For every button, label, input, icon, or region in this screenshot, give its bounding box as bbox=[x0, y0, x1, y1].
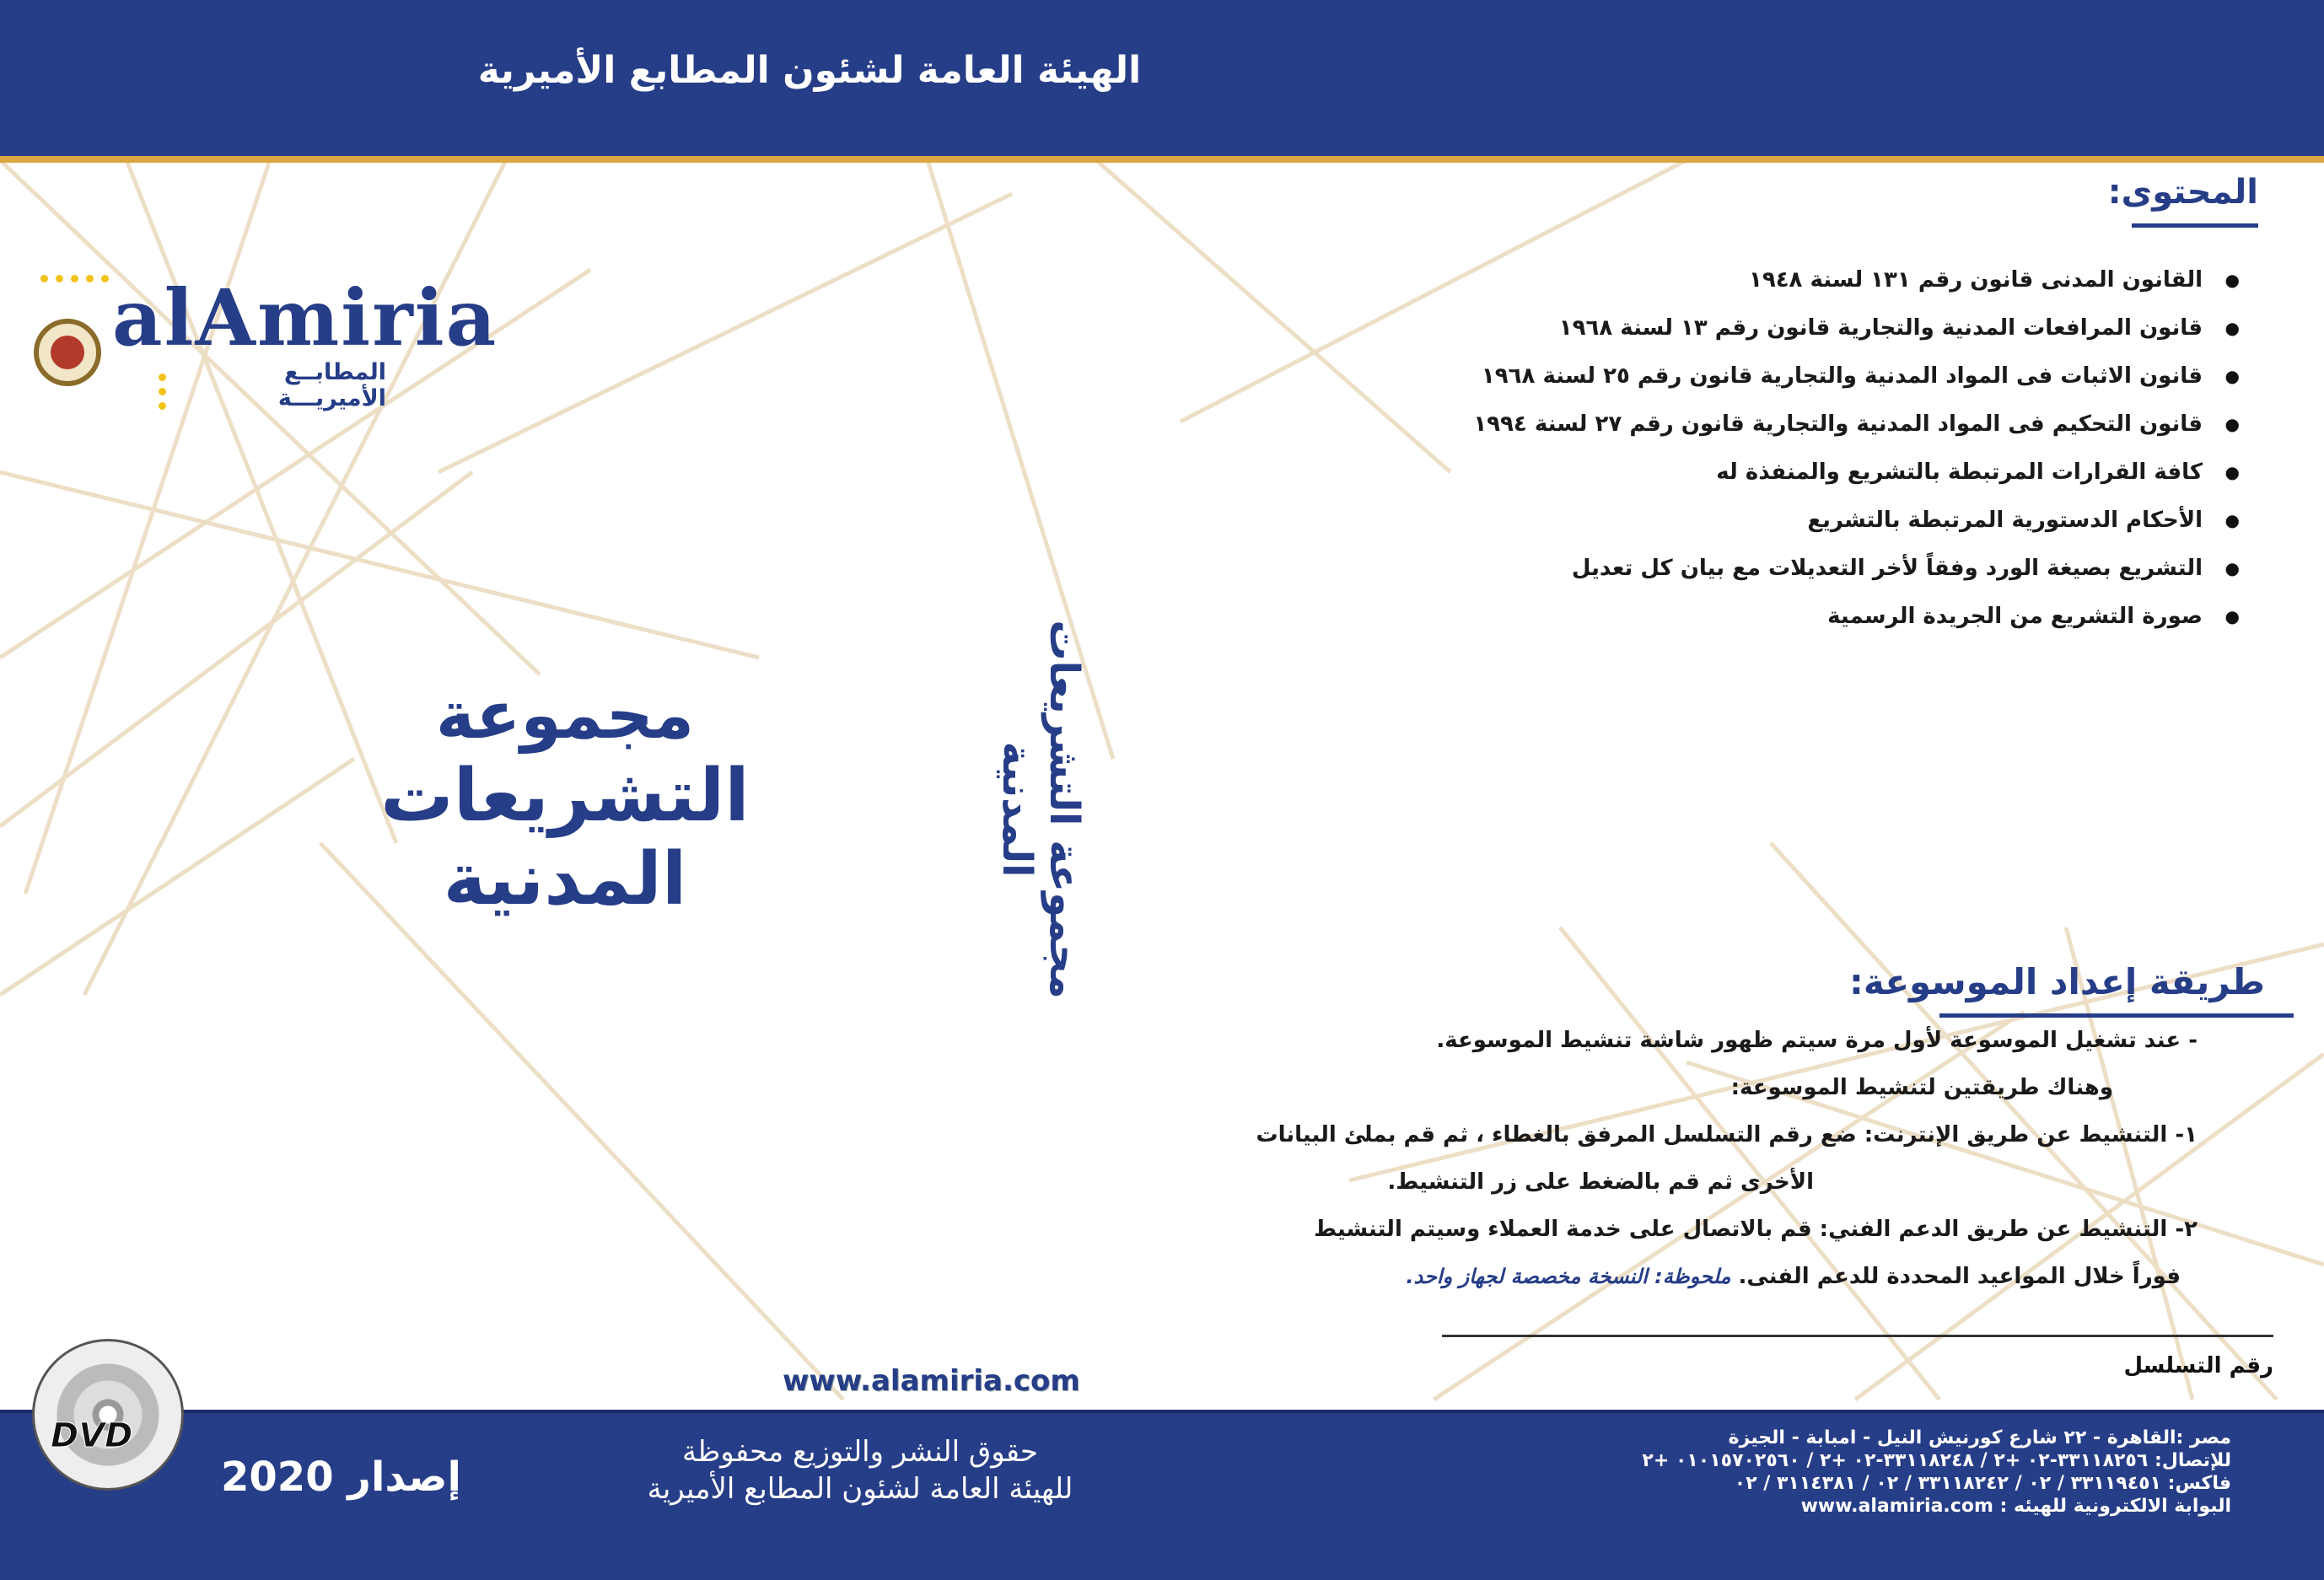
contact-info bbox=[1472, 1427, 2231, 1518]
publisher-title: الهيئة العامة لشئون المطابع الأميرية bbox=[477, 49, 1142, 92]
single-device-note: ملحوظة: النسخة مخصصة لجهاز واحد. bbox=[1406, 1265, 1731, 1288]
contents-heading: المحتوى: bbox=[2107, 173, 2258, 212]
method-line: وهناك طريقتين لتنشيط الموسوعة: bbox=[1730, 1075, 2113, 1100]
method-line: الأخرى ثم قم بالضغط على زر التنشيط. bbox=[1387, 1169, 1814, 1195]
contact-portal[interactable]: البوابة الالكترونية للهيئه : www.alamiria.com bbox=[1800, 1496, 2231, 1518]
dvd-logo: DVD bbox=[51, 1416, 133, 1455]
list-item: ● صورة التشريع من الجريدة الرسمية bbox=[1312, 599, 2240, 648]
method-line bbox=[1101, 1260, 2198, 1307]
copyright-notice bbox=[641, 1433, 1079, 1507]
edition-label: إصدار 2020 bbox=[221, 1454, 461, 1501]
serial-number-label: رقم التسلسل bbox=[2123, 1353, 2273, 1378]
seal-emblem-icon bbox=[34, 319, 101, 386]
method-line: ١- التنشيط عن طريق الإنترنت: ضع رقم التسلسل المرفق بالغطاء ، ثم قم بملئ البيانات bbox=[1256, 1122, 2198, 1147]
serial-divider bbox=[1442, 1335, 2273, 1337]
cover-title-line1: مجموعة bbox=[435, 678, 695, 754]
logo-wordmark: alAmiria bbox=[112, 272, 498, 363]
contact-phone: للإتصال: ٣٣١١٨٢٥٦-٠٢ +٢ / ٣٣١١٨٢٤٨-٠٢ +٢ / ٠١٠١٥٧٠٢٥٦٠ +٢ bbox=[1642, 1450, 2231, 1472]
copyright-line1: حقوق النشر والتوزيع محفوظة bbox=[682, 1435, 1038, 1469]
copyright-line2: للهيئة العامة لشئون المطابع الأميرية bbox=[647, 1472, 1073, 1507]
list-item: ● قانون التحكيم فى المواد المدنية والتجارية قانون رقم ٢٧ لسنة ١٩٩٤ bbox=[1312, 407, 2240, 455]
contact-fax: فاكس: ٣٣١١٩٤٥١ / ٠٢ / ٣٣١١٨٢٤٢ / ٠٢ / ٣١١٤٣٨١ / ٠٢ bbox=[1734, 1473, 2231, 1495]
method-text bbox=[1101, 1024, 2198, 1307]
cover-title bbox=[253, 679, 877, 921]
list-item: ● قانون المرافعات المدنية والتجارية قانون رقم ١٣ لسنة ١٩٦٨ bbox=[1312, 311, 2240, 359]
spine-title: مجموعة التشريعات المدنية bbox=[993, 620, 1088, 999]
list-item: ● القانون المدنى قانون رقم ١٣١ لسنة ١٩٤٨ bbox=[1312, 263, 2240, 311]
method-heading: طريقة إعداد الموسوعة: bbox=[1849, 961, 2265, 1002]
cover-title-line2: التشريعات المدنية bbox=[380, 753, 750, 922]
logo-subtitle: المطابــع الأميريـــة bbox=[277, 359, 386, 411]
list-item: ● قانون الاثبات فى المواد المدنية والتجارية قانون رقم ٢٥ لسنة ١٩٦٨ bbox=[1312, 359, 2240, 407]
method-heading-underline bbox=[1939, 1013, 2294, 1018]
alamiria-logo bbox=[32, 192, 498, 411]
list-item: ● الأحكام الدستورية المرتبطة بالتشريع bbox=[1312, 503, 2240, 551]
list-item: ● كافة القرارات المرتبطة بالتشريع والمنفذة له bbox=[1312, 455, 2240, 503]
list-item: ● التشريع بصيغة الورد وفقاً لأخر التعديلات مع بيان كل تعديل bbox=[1312, 551, 2240, 599]
dvd-disc-icon bbox=[32, 1339, 184, 1491]
website-link[interactable]: www.alamiria.com bbox=[783, 1364, 1080, 1398]
contents-heading-underline bbox=[2132, 223, 2258, 228]
contents-list bbox=[1312, 263, 2240, 648]
method-line: - عند تشغيل الموسوعة لأول مرة سيتم ظهور شاشة تنشيط الموسوعة. bbox=[1436, 1028, 2198, 1053]
method-line: ٢- التنشيط عن طريق الدعم الفني: قم بالاتصال على خدمة العملاء وسيتم التنشيط bbox=[1314, 1217, 2198, 1242]
contact-address: مصر :القاهرة - ٢٢ شارع كورنيش النيل - امبابة - الجيزة bbox=[1728, 1427, 2231, 1448]
header-bar bbox=[0, 0, 2324, 163]
method-line-last: فوراً خلال المواعيد المحددة للدعم الفنى. bbox=[1738, 1264, 2181, 1289]
